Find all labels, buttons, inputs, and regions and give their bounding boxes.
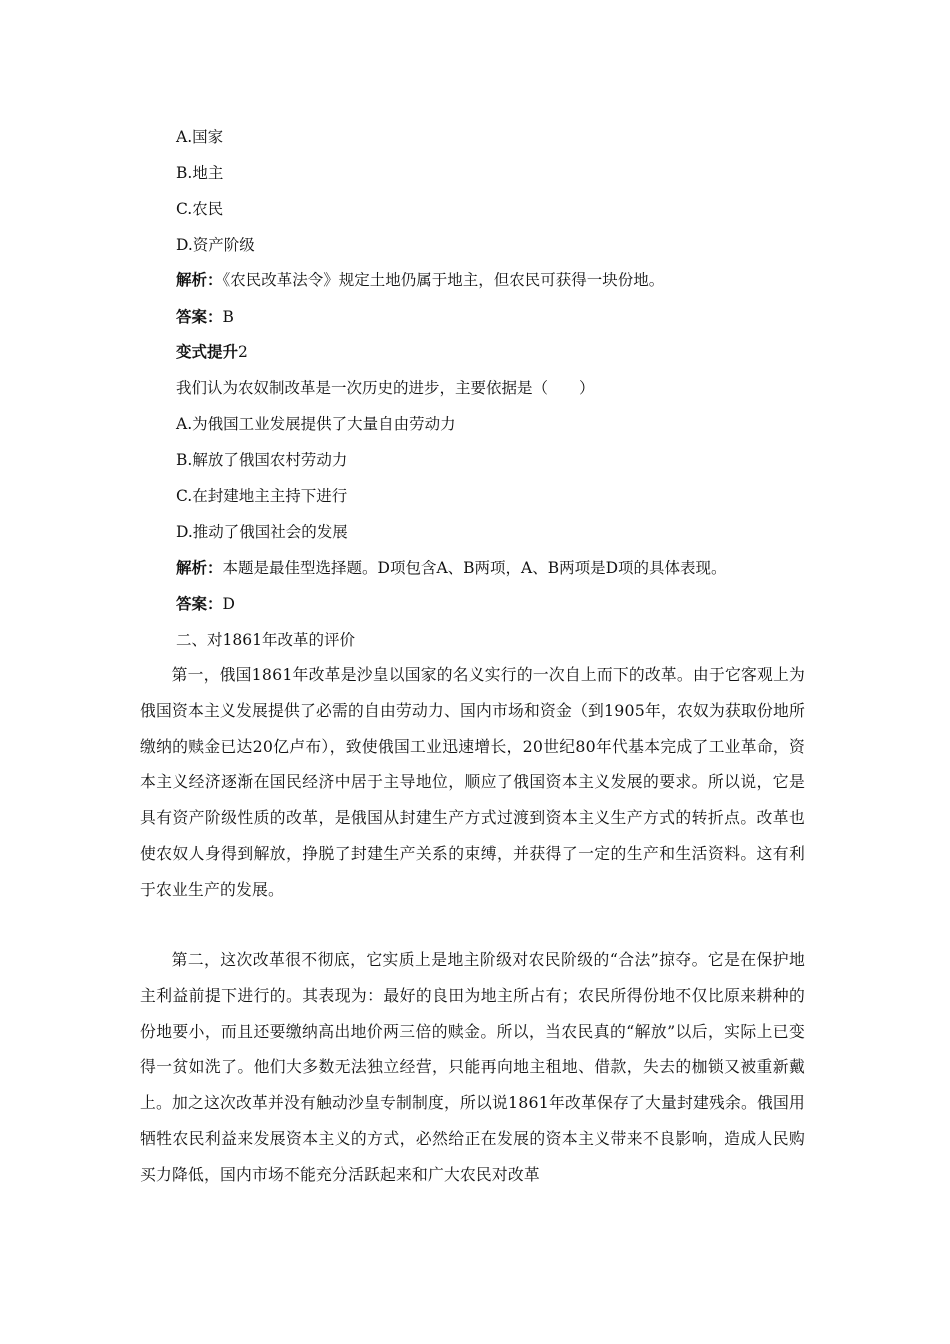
q1-option-a: A.国家 (176, 128, 224, 146)
q1-analysis-text: 《农民改革法令》规定土地仍属于地主，但农民可获得一块份地。 (222, 271, 665, 289)
q2-option-d: D.推动了俄国社会的发展 (176, 523, 348, 541)
q2-heading (176, 342, 248, 362)
q2-option-c: C.在封建地主主持下进行 (176, 487, 348, 505)
q2-option-a: A.为俄国工业发展提供了大量自由劳动力 (176, 415, 456, 433)
q1-answer-label: 答案： (176, 308, 223, 326)
q1-answer (176, 307, 234, 327)
q1-answer-value: B (222, 308, 234, 326)
paragraph-2: 第二，这次改革很不彻底，它实质上是地主阶级对农民阶级的“合法”掠夺。它是在保护地主利益前提下进行的。其表现为：最好的良田为地主所占有；农民所得份地不仅比原来耕种的份地要小，而且还要缴纳高出地价两三倍的赎金。所以，当农民真的“解放”以后，实际上已变得一贫如洗了。他们大多数无法独立经营，只能再向地主租地、借款，失去的枷锁又被重新戴上。加之这次改革并没有触动沙皇专制制度，所以说1861年改革保存了大量封建残余。俄国用牺牲农民利益来发展资本主义的方式，必然给正在发展的资本主义带来不良影响，造成人民购买力降低，国内市场不能充分活跃起来和广大农民对改革 (140, 950, 805, 1184)
q2-answer-label: 答案： (176, 595, 223, 613)
q1-analysis-label: 解析： (176, 271, 223, 289)
q2-heading-num: 2 (238, 343, 248, 361)
q2-heading-label: 变式提升 (176, 343, 239, 361)
q2-option-b: B.解放了俄国农村劳动力 (176, 451, 348, 469)
q2-analysis-text: 本题是最佳型选择题。D项包含A、B两项，A、B两项是D项的具体表现。 (222, 559, 727, 577)
q1-option-b: B.地主 (176, 164, 224, 182)
q2-analysis (176, 558, 727, 578)
q2-stem: 我们认为农奴制改革是一次历史的进步，主要依据是（ ） (176, 379, 595, 397)
q2-analysis-label: 解析： (176, 559, 223, 577)
paragraph-1: 第一，俄国1861年改革是沙皇以国家的名义实行的一次自上而下的改革。由于它客观上为俄国资本主义发展提供了必需的自由劳动力、国内市场和资金（到1905年，农奴为获取份地所缴纳的赎金已达20亿卢布），致使俄国工业迅速增长，20世纪80年代基本完成了工业革命，资本主义经济逐渐在国民经济中居于主导地位，顺应了俄国资本主义发展的要求。所以说，它是具有资产阶级性质的改革，是俄国从封建生产方式过渡到资本主义生产方式的转折点。改革也使农奴人身得到解放，挣脱了封建生产关系的束缚，并获得了一定的生产和生活资料。这有利于农业生产的发展。 (140, 665, 805, 899)
q1-option-d: D.资产阶级 (176, 236, 255, 254)
q2-answer-value: D (222, 595, 235, 613)
q1-analysis (176, 270, 664, 290)
q1-option-c: C.农民 (176, 200, 224, 218)
q2-answer (176, 594, 235, 614)
section-title: 二、对1861年改革的评价 (176, 631, 355, 649)
